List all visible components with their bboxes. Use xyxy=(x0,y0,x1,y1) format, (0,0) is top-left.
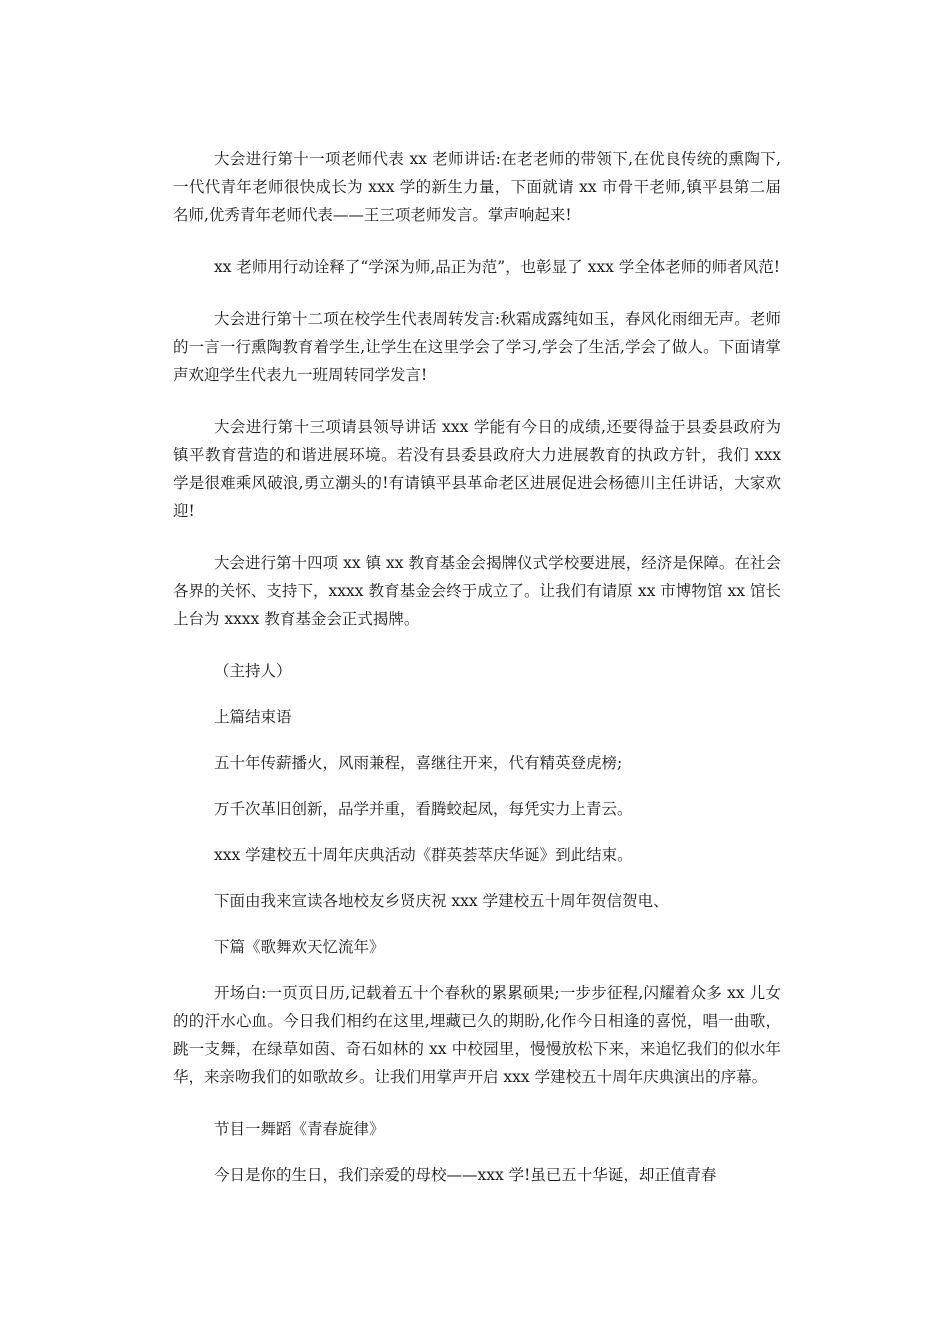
paragraph-congratulations: 下面由我来宣读各地校友乡贤庆祝 xxx 学建校五十周年贺信贺电、 xyxy=(214,892,669,910)
document-body xyxy=(173,145,781,1213)
paragraph-host-note: （主持人） xyxy=(214,662,292,680)
paragraph-opening-remarks: 开场白:一页页日历,记载着五十个春秋的累累硕果;一步步征程,闪耀着众多 xx 儿女的的汗水心血。今日我们相约在这里,埋藏已久的期盼,化作今日相逢的喜悦，唱一曲歌，跳一支舞，在绿草如茵、奇石如林的 xx 中校园里，慢慢放松下来，来追忆我们的似水年华，来亲吻我们的如歌故乡。让我们用掌声开启 xxx 学建校五十周年庆典演出的序幕。 xyxy=(173,984,781,1086)
paragraph-foundation-unveiling: 大会进行第十四项 xx 镇 xx 教育基金会揭牌仪式学校要进展，经济是保障。在社会各界的关怀、支持下，xxxx 教育基金会终于成立了。让我们有请原 xx 市博物馆 xx 馆长上台为 xxxx 教育基金会正式揭牌。 xyxy=(173,554,781,628)
paragraph-event-end: xxx 学建校五十周年庆典活动《群英荟萃庆华诞》到此结束。 xyxy=(214,846,633,864)
couplet-line-two: 万千次革旧创新，品学并重，看腾蛟起凤，每凭实力上青云。 xyxy=(214,800,633,818)
paragraph-teacher-praise: xx 老师用行动诠释了“学深为师,品正为范”，也彰显了 xxx 学全体老师的师者风范! xyxy=(214,258,780,276)
section-heading-second-part: 下篇《歌舞欢天忆流年》 xyxy=(214,938,385,956)
paragraph-county-leader: 大会进行第十三项请县领导讲话 xxx 学能有今日的成绩,还要得益于县委县政府为镇平教育营造的和谐进展环境。若没有县委县政府大力进展教育的执政方针，我们 xxx 学是很难乘风破浪,勇立潮头的!有请镇平县革命老区进展促进会杨德川主任讲话，大家欢迎! xyxy=(173,418,781,520)
paragraph-birthday: 今日是你的生日，我们亲爱的母校——xxx 学!虽已五十华诞，却正值青春 xyxy=(214,1166,717,1184)
paragraph-teacher-representative: 大会进行第十一项老师代表 xx 老师讲话:在老老师的带领下,在优良传统的熏陶下,一代代青年老师很快成长为 xxx 学的新生力量，下面就请 xx 市骨干老师,镇平县第二届名师,优秀青年老师代表——王三项老师发言。掌声响起来! xyxy=(173,150,781,224)
section-heading-first-part-closing: 上篇结束语 xyxy=(214,708,292,726)
paragraph-student-representative: 大会进行第十二项在校学生代表周转发言:秋霜成露纯如玉，春风化雨细无声。老师的一言一行熏陶教育着学生,让学生在这里学会了学习,学会了生活,学会了做人。下面请掌声欢迎学生代表九一班周转同学发言! xyxy=(173,310,781,384)
couplet-line-one: 五十年传薪播火，风雨兼程，喜继往开来，代有精英登虎榜; xyxy=(214,754,623,772)
program-title-dance: 节目一舞蹈《青春旋律》 xyxy=(214,1120,385,1138)
